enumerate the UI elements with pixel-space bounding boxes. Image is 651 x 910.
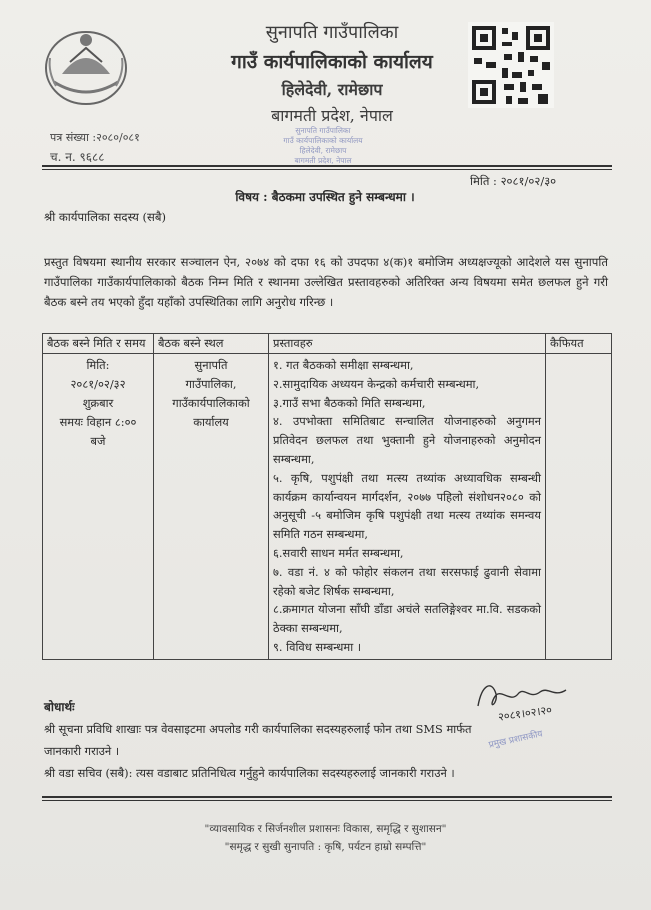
col-header-proposals: प्रस्तावहरु bbox=[269, 334, 546, 354]
list-item: २.सामुदायिक अध्ययन केन्द्रको कर्मचारी सम्बन्धमा, bbox=[273, 376, 480, 391]
header-municipality: सुनापति गाउँपालिका bbox=[265, 22, 399, 43]
footer-slogan: "समृद्ध र सुखी सुनापति : कृषि, पर्यटन हाम्रो सम्पत्ति" bbox=[224, 841, 427, 853]
venue-line: कार्यालय bbox=[193, 415, 229, 429]
footer-divider bbox=[42, 796, 612, 798]
datetime-line: बजे bbox=[90, 434, 106, 448]
nepal-emblem-icon bbox=[40, 22, 132, 108]
list-item: ७. वडा नं. ४ को फोहोर संकलन तथा सरसफाई ढुवानी सेवामा रहेको बजेट शिर्षक सम्बन्धमा, bbox=[273, 564, 541, 598]
cc-line: श्री सूचना प्रविधि शाखाः पत्र वेवसाइटमा अपलोड गरी कार्यपालिका सदस्यहरुलाई फोन तथा SMS मार्फत bbox=[44, 722, 472, 736]
col-header-datetime: बैठक बस्ने मिति र समय bbox=[43, 334, 154, 354]
header-office: गाउँ कार्यपालिकाको कार्यालय bbox=[231, 51, 433, 73]
header-divider bbox=[42, 165, 612, 167]
cc-line: जानकारी गराउने । bbox=[44, 744, 120, 758]
letter-reference-number: पत्र संख्या :२०८०/०८१ bbox=[50, 131, 140, 144]
letter-date: मिति : २०८१/०२/३० bbox=[470, 174, 557, 188]
list-item: १. गत बैठकको समीक्षा सम्बन्धमा, bbox=[273, 358, 414, 372]
qr-code-icon bbox=[468, 22, 554, 108]
header-divider-thin bbox=[42, 169, 612, 170]
datetime-line: समयः विहान ८:०० bbox=[59, 415, 137, 429]
recipient: श्री कार्यपालिका सदस्य (सबै) bbox=[44, 210, 166, 224]
meeting-venue bbox=[154, 354, 269, 660]
datetime-line: मिति: bbox=[86, 358, 110, 372]
header-province: बागमती प्रदेश, नेपाल bbox=[271, 106, 393, 125]
letter-subject: विषय : बैठकमा उपस्थित हुने सम्बन्धमा । bbox=[235, 190, 415, 204]
list-item: ८.क्रमागत योजना साँघी डाँडा अचंले सतलिङ्गेश्वर मा.वि. सडकको ठेक्का सम्बन्धमा, bbox=[273, 602, 541, 636]
list-item: ३.गाउँ सभा बैठकको मिति सम्बन्धमा, bbox=[273, 395, 426, 410]
cc-line: श्री वडा सचिव (सबै): त्यस वडाबाट प्रतिनिधित्व गर्नुहुने कार्यपालिका सदस्यहरुलाई जानकारी गराउने । bbox=[44, 766, 455, 780]
stamp-line: हिलेदेवी, रामेछाप bbox=[299, 146, 347, 155]
list-item: ९. विविध सम्बन्धमा । bbox=[273, 639, 362, 654]
meeting-datetime bbox=[43, 354, 154, 660]
signature-date: २०८१।०२।२० bbox=[497, 703, 553, 724]
stamp-line: बागमती प्रदेश, नेपाल bbox=[294, 156, 352, 165]
list-item: ५. कृषि, पशुपंक्षी तथा मत्स्य तथ्यांक अध्यावधिक सम्बन्धी कार्यक्रम कार्यान्वयन मार्गदर्शन, २०७७ पहिलो संशोधन२०८० को अनुसूची -५ बमोजिम कृषि पशुपंक्षी तथा मत्स्य तथ्यांक समन्वय समिति गठन सम्बन्धमा, bbox=[273, 470, 541, 542]
remarks-cell bbox=[546, 354, 612, 660]
header-address: हिलेदेवी, रामेछाप bbox=[281, 80, 383, 99]
table-header-row bbox=[43, 334, 612, 354]
list-item: ४. उपभोक्ता समितिबाट सन्चालित योजनाहरुको अनुगमन प्रतिवेदन छलफल तथा भुक्तानी हुने योजनाहरुको अनुमोदन सम्बन्धमा, bbox=[273, 414, 541, 466]
stamp-line: सुनापति गाउँपालिका bbox=[295, 126, 351, 135]
body-paragraph: प्रस्तुत विषयमा स्थानीय सरकार सञ्चालन ऐन, २०७४ को दफा १६ को उपदफा ४(क)१ बमोजिम अध्यक्षज्यूको आदेशले यस सुनापति गाउँपालिका गाउँकार्यपालिकाको बैठक निम्न मिति र स्थानमा उल्लेखित प्रस्तावहरुको अतिरिक्त अन्य विषयमा समेत छलफल हुने गरी बैठक बस्ने तय भएको हुँदा यहाँको उपस्थितिका लागि अनुरोध गरिन्छ । bbox=[44, 255, 608, 309]
dispatch-number: च. न. ९६८८ bbox=[50, 150, 105, 164]
venue-line: गाउँपालिका, bbox=[185, 377, 237, 391]
col-header-venue: बैठक बस्ने स्थल bbox=[154, 334, 269, 354]
col-header-remarks: कैफियत bbox=[546, 334, 612, 354]
list-item: ६.सवारी साधन मर्मत सम्बन्धमा, bbox=[273, 545, 404, 560]
venue-line: गाउँकार्यपालिकाको bbox=[172, 396, 250, 410]
table-row bbox=[43, 354, 612, 660]
meeting-table bbox=[42, 333, 612, 660]
footer-slogan: "व्यावसायिक र सिर्जनशील प्रशासनः विकास, समृद्धि र सुशासन" bbox=[204, 823, 447, 835]
datetime-line: २०८१/०२/३२ bbox=[70, 377, 126, 391]
proposals-list bbox=[269, 354, 546, 660]
signature-stamp: प्रमुख प्रशासकीय bbox=[487, 729, 544, 751]
cc-title: बोधार्थः bbox=[44, 700, 75, 714]
footer-divider-thin bbox=[42, 800, 612, 801]
datetime-line: शुक्रबार bbox=[82, 396, 114, 410]
venue-line: सुनापति bbox=[194, 358, 228, 372]
stamp-line: गाउँ कार्यपालिकाको कार्यालय bbox=[283, 136, 363, 145]
